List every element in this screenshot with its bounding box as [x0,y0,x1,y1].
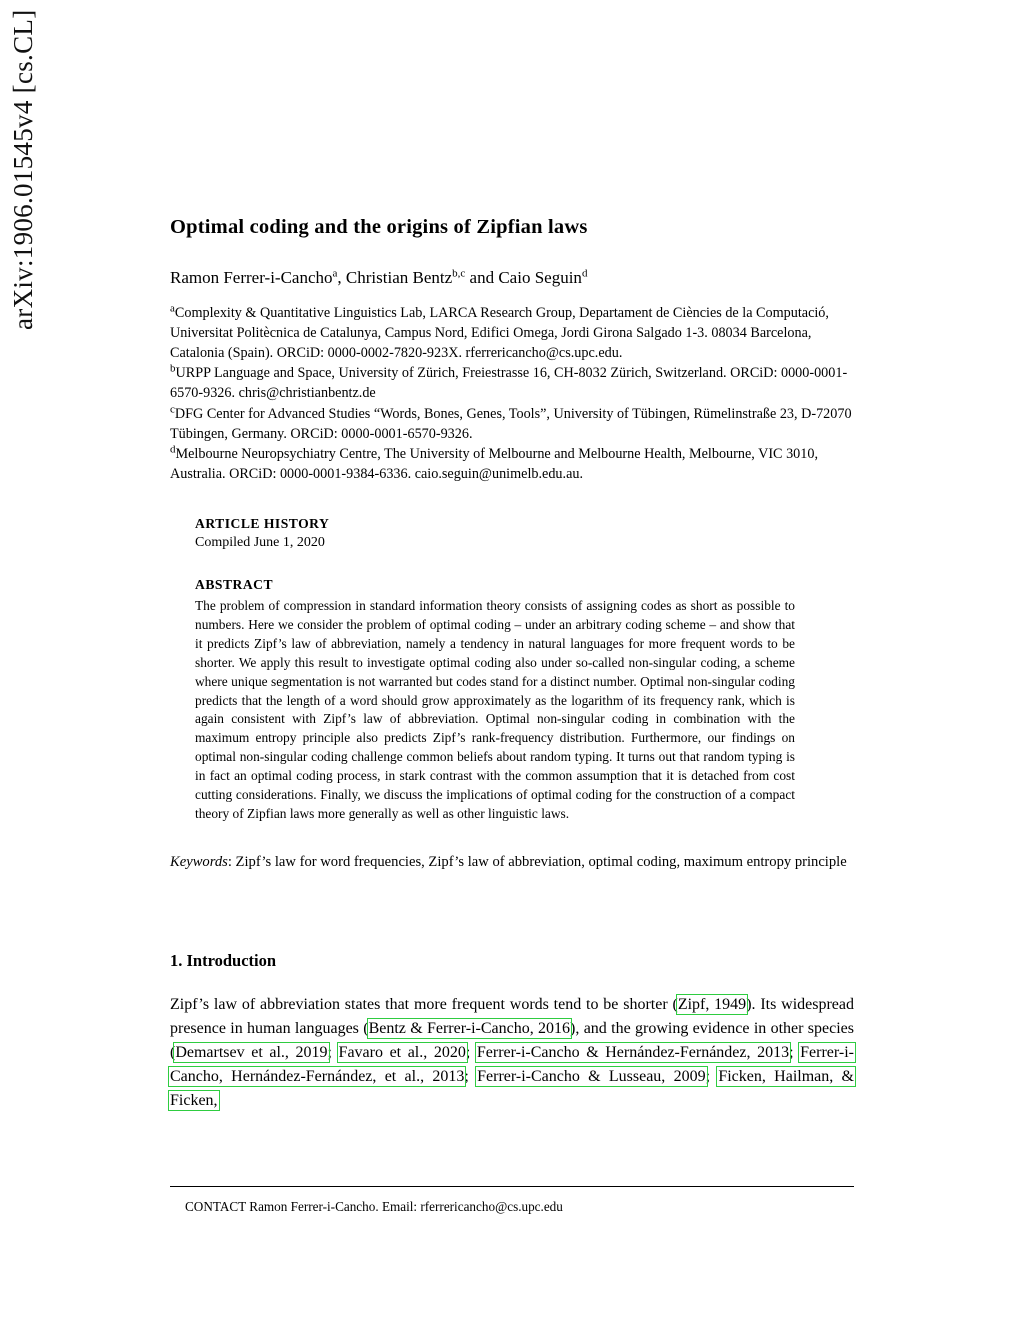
affiliation-mark: a [170,301,175,314]
keywords-label: Keywords [170,853,228,870]
affiliation-item [170,444,854,484]
paper-content [170,215,854,1113]
affiliation-text: Complexity & Quantitative Linguistics Lab, LARCA Research Group, Departament de Ciències de la Computació, Universitat Politècnica de Catalunya, Campus Nord, Edifici Omega, Jordi Girona Salgado 1-3. 08034 Barcelona, Catalonia (Spain). ORCiD: 0000-0002-7820-923X. rferrericancho@cs.upc.edu. [170,304,829,362]
keywords-line [170,852,854,873]
par-text-4: ; [327,1043,339,1061]
arxiv-identifier: arXiv:1906.01545v4 [cs.CL] [8,9,38,330]
arxiv-stamp [8,0,39,330]
author-2-affiliation-mark: b,c [452,266,466,279]
affiliation-mark: c [170,402,175,415]
article-history-block [195,516,795,824]
author-1-affiliation-mark: a [332,266,338,279]
citation-link-ficken-hailman-ficken[interactable]: Ficken, Hailman, & Ficken, [170,1067,854,1109]
affiliation-text: DFG Center for Advanced Studies “Words, Bones, Genes, Tools”, University of Tübingen, Rümelinstraße 23, D-72070 Tübingen, Germany. ORCiD: 0000-0001-6570-9326. [170,405,852,442]
affiliation-mark: b [170,362,176,375]
citation-link-favaro-2020[interactable]: Favaro et al., 2020 [338,1043,466,1061]
par-text-5: ; [465,1043,477,1061]
citation-link-demartsev-2019[interactable]: Demartsev et al., 2019 [175,1043,328,1061]
citation-link-ferrer-hernandez-2013[interactable]: Ferrer-i-Cancho & Hernández-Fernández, 2013 [476,1043,790,1061]
affiliation-item [170,303,854,363]
author-3: and Caio Seguin [465,267,582,287]
article-history-text: Compiled June 1, 2020 [195,535,325,551]
affiliation-mark: d [170,443,176,456]
author-3-affiliation-mark: d [581,266,588,279]
keywords-text: : Zipf’s law for word frequencies, Zipf’s law of abbreviation, optimal coding, maximum entropy principle [227,853,847,870]
abstract-text: The problem of compression in standard information theory consists of assigning codes as short as possible to numbers. Here we consider the problem of optimal coding – under an arbitrary coding scheme – and show that it predicts Zipf’s law of abbreviation, namely a tendency in natural languages for more frequent words to be shorter. We apply this result to investigate optimal coding also under so-called non-singular coding, a scheme where unique segmentation is not warranted but codes stand for a distinct number. Optimal non-singular coding predicts that the length of a word should grow approximately as the logarithm of its frequency rank, which is again consistent with Zipf’s law of abbreviation. Optimal non-singular coding in combination with the maximum entropy principle also predicts Zipf’s rank-frequency distribution. Furthermore, our findings on optimal non-singular coding challenge common beliefs about random typing. It turns out that random typing is in fact an optimal coding process, in stark contrast with the common assumption that it is detached from cost cutting considerations. Finally, we discuss the implications of optimal coding for the construction of a compact theory of Zipfian laws more generally as well as other linguistic laws. [195,598,795,821]
affiliation-text: Melbourne Neuropsychiatry Centre, The University of Melbourne and Melbourne Health, Melbourne, VIC 3010, Australia. ORCiD: 0000-0001-9384-6336. caio.seguin@unimelb.edu.au. [170,445,818,482]
footnote-divider [170,1186,854,1187]
affiliation-item [170,404,854,444]
par-text-1: Zipf’s law of abbreviation states that more frequent words tend to be shorter ( [170,995,678,1013]
par-text-6: ; [789,1043,801,1061]
citation-link-ferrer-hernandez-etal-2013[interactable]: Ferrer-i-Cancho, Hernández-Fernández, et al., 2013 [170,1043,855,1085]
citation-link-bentz-ferrer-2016[interactable]: Bentz & Ferrer-i-Cancho, 2016 [368,1019,571,1037]
introduction-paragraph [170,993,854,1113]
par-text-8: ; [705,1067,719,1085]
author-1: Ramon Ferrer-i-Cancho [170,267,333,287]
affiliation-item [170,363,854,403]
page-title: Optimal coding and the origins of Zipfian laws [170,216,588,238]
author-2: , Christian Bentz [337,267,453,287]
section-heading-introduction: 1. Introduction [170,950,277,970]
abstract-heading: ABSTRACT [195,577,274,593]
par-text-7: ; [464,1067,478,1085]
article-history-heading: ARTICLE HISTORY [195,516,330,532]
citation-link-ferrer-lusseau-2009[interactable]: Ferrer-i-Cancho & Lusseau, 2009 [477,1067,706,1085]
par-text-2: ). Its widespread presence in human languages ( [170,995,855,1037]
citation-link-zipf-1949[interactable]: Zipf, 1949 [677,995,747,1013]
contact-footnote: CONTACT Ramon Ferrer-i-Cancho. Email: rferrericancho@cs.upc.edu [185,1199,563,1214]
author-list [170,267,854,289]
par-text-3: ), and the growing evidence in other species ( [170,1019,854,1061]
affiliation-text: URPP Language and Space, University of Zürich, Freiestrasse 16, CH-8032 Zürich, Switzerland. ORCiD: 0000-0001-6570-9326. chris@christianbentz.de [170,365,848,402]
affiliation-list [170,303,854,484]
